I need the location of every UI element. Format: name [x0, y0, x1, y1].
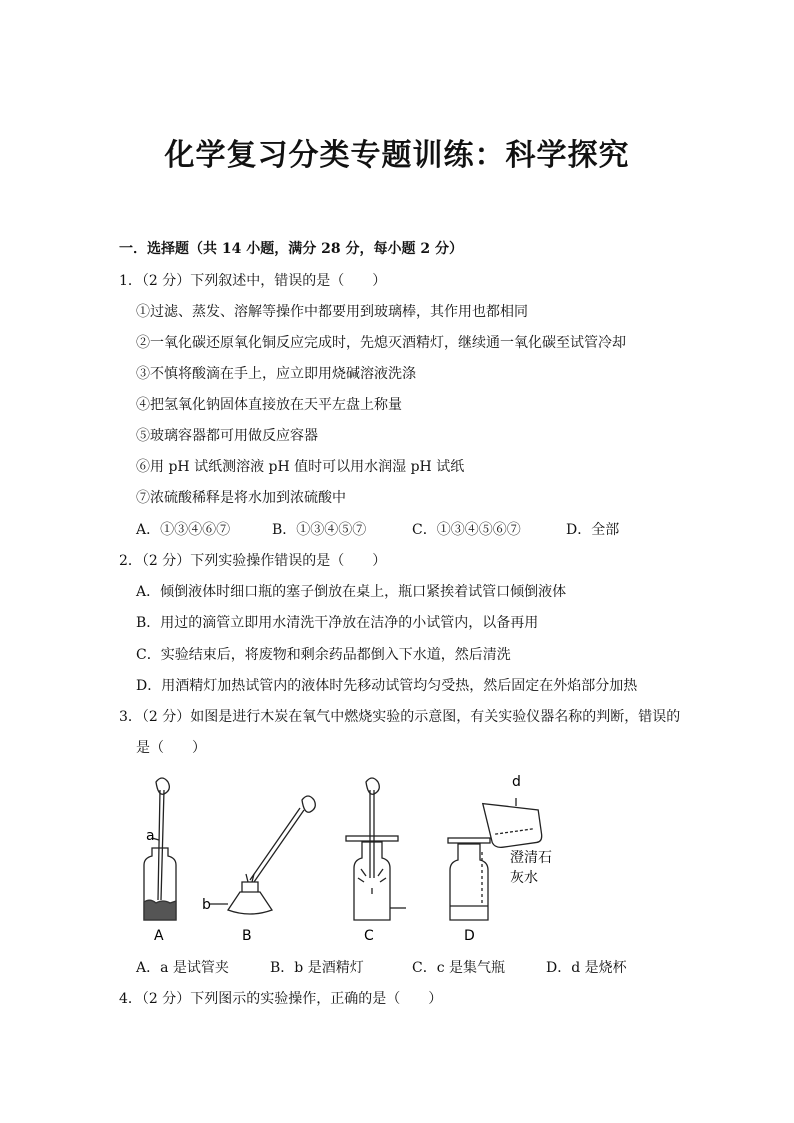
question-2-option-a: A．倾倒液体时细口瓶的塞子倒放在桌上，瓶口紧挨着试管口倾倒液体 — [136, 584, 567, 600]
caption-b: B — [242, 928, 252, 944]
question-1-statement: ⑥用 pH 试纸测溶液 pH 值时可以用水润湿 pH 试纸 — [136, 459, 465, 475]
option-b: B．①③④⑤⑦ — [272, 522, 367, 538]
option-a: A．a 是试管夹 — [136, 960, 229, 976]
question-1-options — [136, 519, 619, 539]
page-title: 化学复习分类专题训练：科学探究 — [164, 138, 630, 173]
question-2-stem: 2．（2 分）下列实验操作错误的是（ ） — [119, 553, 387, 569]
caption-d: D — [464, 928, 475, 944]
label-b: b — [202, 897, 211, 913]
question-2-option-b: B．用过的滴管立即用水清洗干净放在洁净的小试管内，以备再用 — [136, 615, 539, 631]
limewater-label-line1: 澄清石 — [510, 850, 552, 866]
question-2-option-c: C．实验结束后，将废物和剩余药品都倒入下水道，然后清洗 — [136, 647, 511, 663]
question-1-statement: ③不慎将酸滴在手上，应立即用烧碱溶液洗涤 — [136, 366, 416, 382]
question-4-stem: 4．（2 分）下列图示的实验操作，正确的是（ ） — [119, 991, 443, 1007]
question-1-statement: ①过滤、蒸发、溶解等操作中都要用到玻璃棒，其作用也都相同 — [136, 304, 528, 320]
question-1-statement: ⑤玻璃容器都可用做反应容器 — [136, 428, 318, 444]
option-d: D．全部 — [566, 522, 620, 538]
option-a: A．①③④⑥⑦ — [136, 522, 231, 538]
question-1-statement: ④把氢氧化钠固体直接放在天平左盘上称量 — [136, 397, 402, 413]
question-1-statement: ②一氧化碳还原氧化铜反应完成时，先熄灭酒精灯，继续通一氧化碳至试管冷却 — [136, 335, 626, 351]
question-1-statement: ⑦浓硫酸稀释是将水加到浓硫酸中 — [136, 490, 346, 506]
caption-c: C — [364, 928, 374, 944]
label-d: d — [512, 774, 521, 790]
question-1-stem: 1．（2 分）下列叙述中，错误的是（ ） — [119, 273, 387, 289]
option-b: B．b 是酒精灯 — [270, 960, 364, 976]
question-3-options — [136, 957, 627, 977]
caption-a: A — [154, 928, 164, 944]
question-2-option-d: D．用酒精灯加热试管内的液体时先移动试管均匀受热，然后固定在外焰部分加热 — [136, 678, 638, 694]
section-heading: 一．选择题（共 14 小题，满分 28 分，每小题 2 分） — [119, 241, 463, 257]
label-a: a — [146, 828, 155, 844]
option-c: C．c 是集气瓶 — [412, 960, 506, 976]
option-d: D．d 是烧杯 — [546, 960, 627, 976]
limewater-label-line2: 灰水 — [510, 870, 538, 886]
question-3-stem-cont: 是（ ） — [136, 740, 206, 756]
option-c: C．①③④⑤⑥⑦ — [412, 522, 521, 538]
question-3-stem: 3．（2 分）如图是进行木炭在氧气中燃烧实验的示意图，有关实验仪器名称的判断，错误的 — [119, 709, 681, 725]
charcoal-combustion-figure — [130, 770, 650, 950]
